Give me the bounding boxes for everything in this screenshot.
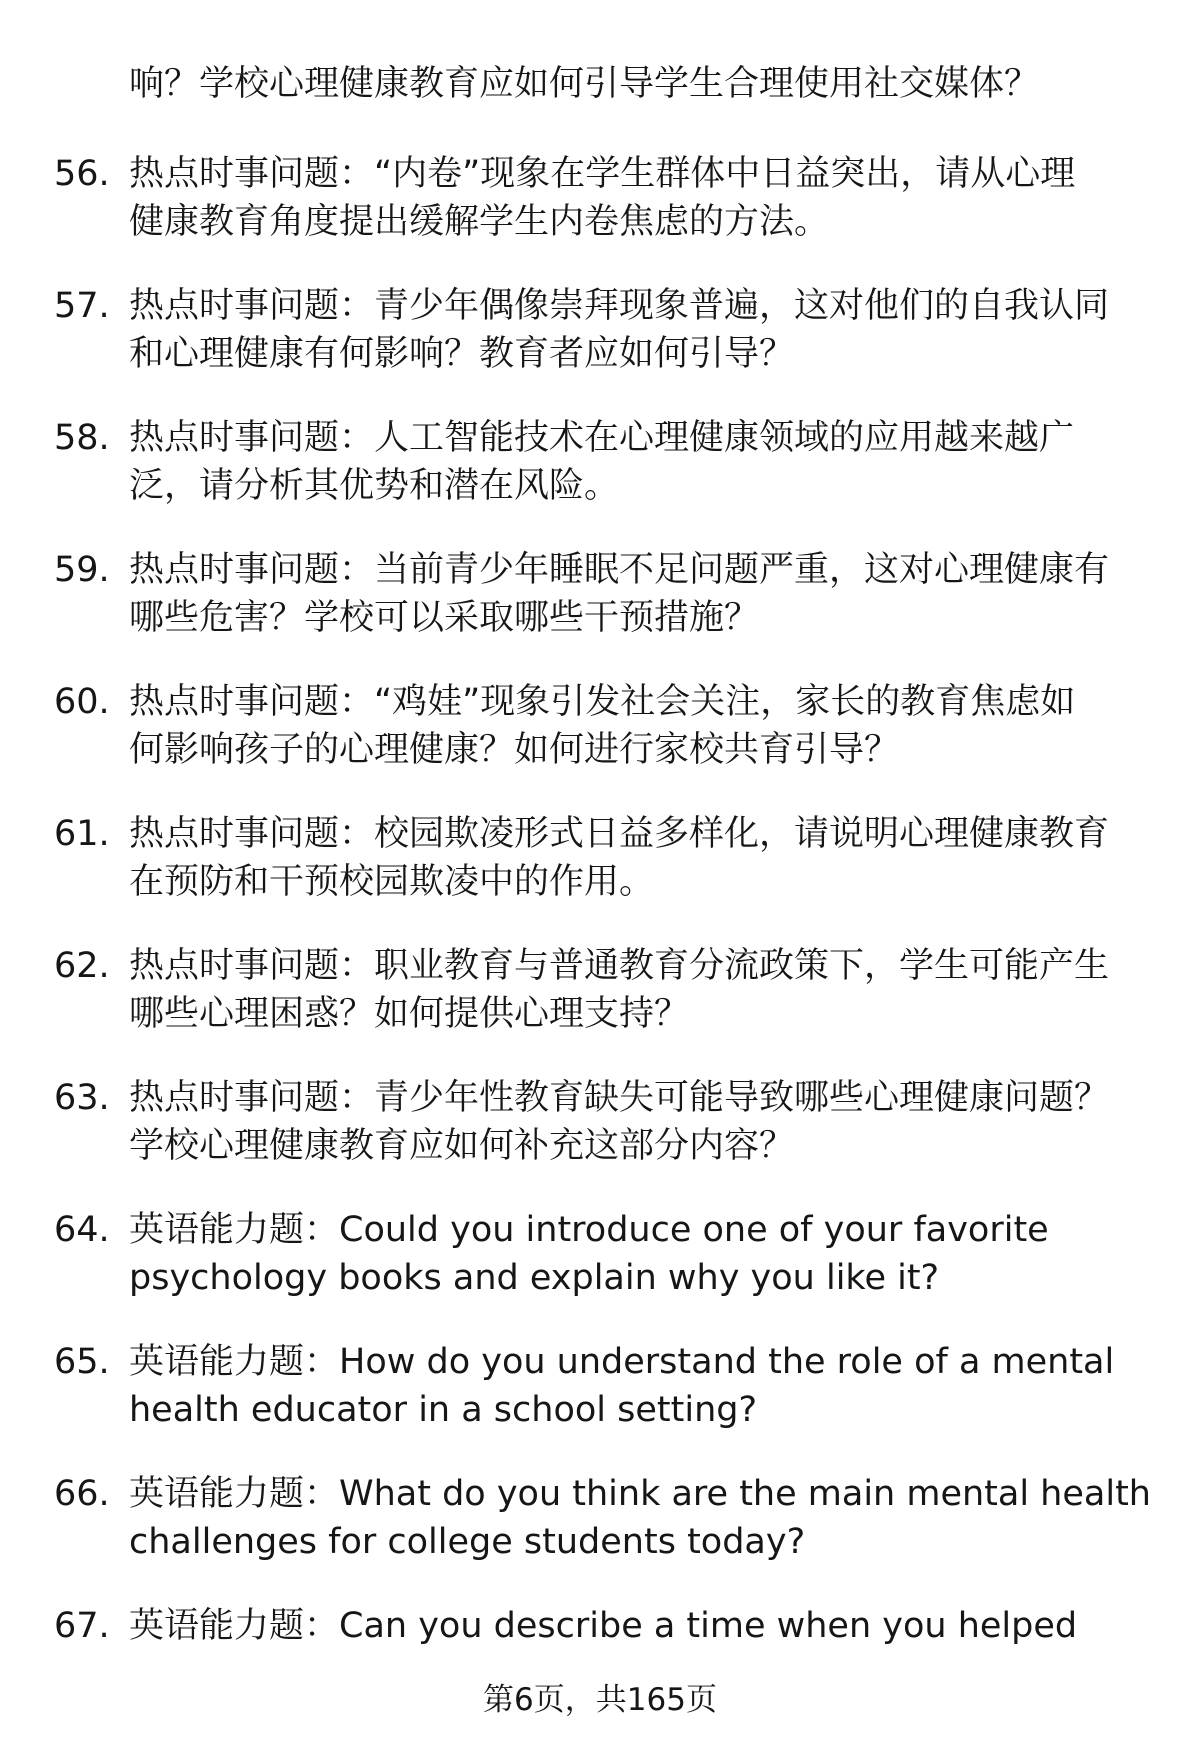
question-item: [0, 1470, 1200, 1602]
question-list: [0, 150, 1200, 1734]
page-footer: 第6页，共165页: [483, 1682, 717, 1718]
question-item: [0, 942, 1200, 1074]
question-text: [129, 1338, 1144, 1434]
question-line: 哪些危害？学校可以采取哪些干预措施？: [129, 598, 760, 638]
question-number: 62.: [54, 946, 110, 986]
question-line: health educator in a school setting?: [129, 1390, 758, 1430]
question-text: [129, 1206, 1144, 1302]
question-text: [129, 1074, 1144, 1170]
question-number: 60.: [54, 682, 110, 722]
question-line: 热点时事问题：校园欺凌形式日益多样化，请说明心理健康教育: [129, 814, 1110, 854]
question-line: 健康教育角度提出缓解学生内卷焦虑的方法。: [129, 202, 830, 242]
question-number: 59.: [54, 550, 110, 590]
question-number: 61.: [54, 814, 110, 854]
question-line: 英语能力题：Could you introduce one of your favorite: [129, 1210, 1049, 1250]
question-line: 热点时事问题：青少年偶像崇拜现象普遍，这对他们的自我认同: [129, 286, 1110, 326]
question-item: [0, 282, 1200, 414]
question-text: [129, 150, 1144, 246]
question-item: [0, 1206, 1200, 1338]
question-line: 泛，请分析其优势和潜在风险。: [129, 466, 620, 506]
question-text: [129, 810, 1144, 906]
question-line: 在预防和干预校园欺凌中的作用。: [129, 862, 655, 902]
question-item: [0, 678, 1200, 810]
question-line: 热点时事问题：人工智能技术在心理健康领域的应用越来越广: [129, 418, 1075, 458]
question-line: 和心理健康有何影响？教育者应如何引导？: [129, 334, 795, 374]
question-line: 热点时事问题：“鸡娃”现象引发社会关注，家长的教育焦虑如: [129, 682, 1076, 722]
question-item: [0, 150, 1200, 282]
question-item: [0, 1074, 1200, 1206]
question-line: challenges for college students today?: [129, 1522, 806, 1562]
question-text: [129, 1470, 1151, 1566]
question-number: 57.: [54, 286, 110, 326]
question-line: 英语能力题：What do you think are the main mental health: [129, 1474, 1151, 1514]
question-text: [129, 678, 1144, 774]
question-line: 何影响孩子的心理健康？如何进行家校共育引导？: [129, 730, 900, 770]
question-line: 热点时事问题：“内卷”现象在学生群体中日益突出，请从心理: [129, 154, 1076, 194]
question-number: 67.: [54, 1606, 110, 1646]
question-item: [0, 1338, 1200, 1470]
question-number: 63.: [54, 1078, 110, 1118]
question-text: [129, 1602, 1144, 1650]
question-text: [129, 282, 1144, 378]
question-line: 学校心理健康教育应如何补充这部分内容？: [129, 1126, 795, 1166]
question-number: 58.: [54, 418, 110, 458]
question-number: 64.: [54, 1210, 110, 1250]
question-line: 英语能力题：Can you describe a time when you helped: [129, 1606, 1078, 1646]
question-line: 热点时事问题：青少年性教育缺失可能导致哪些心理健康问题？: [129, 1078, 1110, 1118]
question-line: 哪些心理困惑？如何提供心理支持？: [129, 994, 690, 1034]
question-item: [0, 414, 1200, 546]
question-number: 56.: [54, 154, 110, 194]
question-number: 65.: [54, 1342, 110, 1382]
question-line: 英语能力题：How do you understand the role of a mental: [129, 1342, 1115, 1382]
question-number: 66.: [54, 1474, 110, 1514]
continued-question-text: 响？学校心理健康教育应如何引导学生合理使用社交媒体？: [129, 64, 1040, 104]
question-line: 热点时事问题：当前青少年睡眠不足问题严重，这对心理健康有: [129, 550, 1110, 590]
question-text: [129, 546, 1144, 642]
question-item: [0, 810, 1200, 942]
question-item: [0, 546, 1200, 678]
question-line: psychology books and explain why you like it?: [129, 1258, 940, 1298]
question-text: [129, 414, 1144, 510]
question-line: 热点时事问题：职业教育与普通教育分流政策下，学生可能产生: [129, 946, 1110, 986]
question-text: [129, 942, 1144, 1038]
